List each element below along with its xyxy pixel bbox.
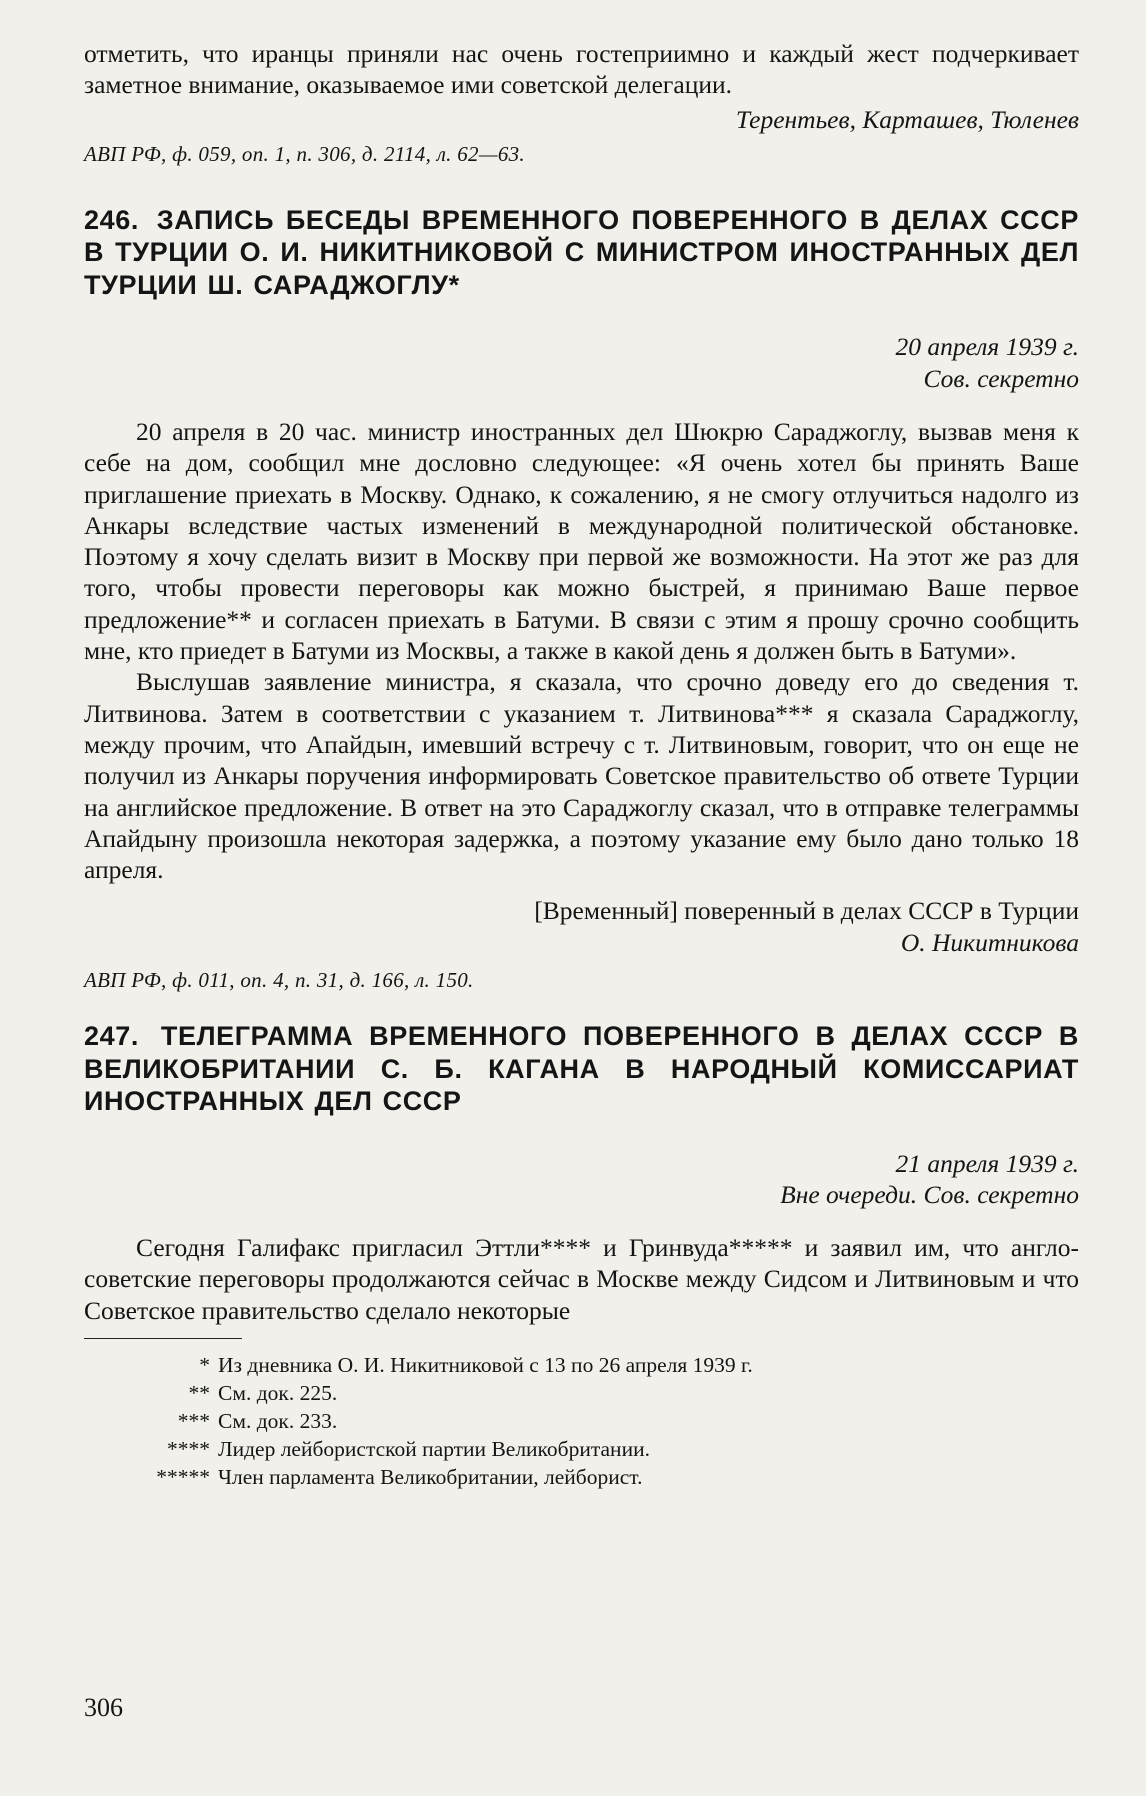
footnote [84, 1379, 1079, 1407]
footnote [84, 1463, 1079, 1491]
document-246-source: АВП РФ, ф. 011, оп. 4, п. 31, д. 166, л. 150. [84, 968, 474, 993]
document-246-title: ЗАПИСЬ БЕСЕДЫ ВРЕМЕННОГО ПОВЕРЕННОГО В ДЕЛАХ СССР В ТУРЦИИ О. И. НИКИТНИКОВОЙ С МИНИСТРОМ ИНОСТРАННЫХ ДЕЛ ТУРЦИИ Ш. САРАДЖОГЛУ* [84, 204, 1079, 300]
footnote-text: Из дневника О. И. Никитниковой с 13 по 26 апреля 1939 г. [218, 1353, 753, 1378]
footnote-text: См. док. 225. [218, 1381, 338, 1406]
document-246-date: 20 апреля 1939 г. [895, 332, 1079, 362]
footnote [84, 1351, 1079, 1379]
page-content [84, 38, 1079, 1491]
footnote-mark: ** [188, 1381, 210, 1406]
document-247-paragraph: Сегодня Галифакс пригласил Эттли**** и Гринвуда***** и заявил им, что англо-советские переговоры продолжаются сейчас в Москве между Сидсом и Литвиновым и что Советское правительство сделало некоторые [84, 1233, 1079, 1325]
document-246-number: 246. [84, 204, 139, 235]
document-246-classification: Сов. секретно [923, 363, 1079, 393]
previous-document-source: АВП РФ, ф. 059, оп. 1, п. 306, д. 2114, л. 62—63. [84, 141, 525, 166]
footnote-text: См. док. 233. [218, 1409, 338, 1434]
document-247-title: ТЕЛЕГРАММА ВРЕМЕННОГО ПОВЕРЕННОГО В ДЕЛАХ СССР В ВЕЛИКОБРИТАНИИ С. Б. КАГАНА В НАРОДНЫЙ КОМИССАРИАТ ИНОСТРАННЫХ ДЕЛ СССР [84, 1021, 1079, 1117]
footnote-mark: ***** [156, 1465, 210, 1490]
document-246-signer-name: О. Никитникова [900, 927, 1079, 957]
footnote [84, 1435, 1079, 1463]
footnote-mark: * [199, 1353, 210, 1378]
footnote-divider [84, 1338, 242, 1339]
document-247-heading [84, 1020, 1079, 1118]
page-number: 306 [84, 1693, 123, 1722]
footnote-mark: **** [167, 1437, 210, 1462]
footnote [84, 1407, 1079, 1435]
document-247-classification: Вне очереди. Сов. секретно [780, 1179, 1079, 1209]
previous-document-signature: Терентьев, Карташев, Тюленев [735, 104, 1079, 134]
footnotes [84, 1351, 1079, 1491]
footnote-text: Лидер лейбористской партии Великобритании. [218, 1437, 650, 1462]
document-246-signer-title: [Временный] поверенный в делах СССР в Турции [534, 896, 1079, 926]
previous-document-paragraph: отметить, что иранцы приняли нас очень гостеприимно и каждый жест подчеркивает заметное внимание, оказываемое ими советской делегации. [84, 39, 1079, 100]
document-247-date: 21 апреля 1939 г. [895, 1148, 1079, 1178]
document-246-paragraph-2: Выслушав заявление министра, я сказала, что срочно доведу его до сведения т. Литвинова. Затем в соответствии с указанием т. Литвинова*** я сказала Сараджоглу, между прочим, что Апайдын, имевший встречу с т. Литвиновым, говорит, что он еще не получил из Анкары поручения информировать Советское правительство об ответе Турции на английское предложение. В ответ на это Сараджоглу сказал, что в отправке телеграммы Апайдыну произошла некоторая задержка, а поэтому указание ему было дано только 18 апреля. [84, 667, 1079, 885]
footnote-text: Член парламента Великобритании, лейборист. [218, 1465, 643, 1490]
document-246-paragraph-1: 20 апреля в 20 час. министр иностранных дел Шюкрю Сараджоглу, вызвав меня к себе на дом, сообщил мне дословно следующее: «Я очень хотел бы принять Ваше приглашение приехать в Москву. Однако, к сожалению, я не смогу отлучиться надолго из Анкары вследствие частых изменений в международной политической обстановке. Поэтому я хочу сделать визит в Москву при первой же возможности. На этот же раз для того, чтобы провести переговоры как можно быстрей, я принимаю Ваше первое предложение** и согласен приехать в Батуми. В связи с этим я прошу срочно сообщить мне, кто приедет в Батуми из Москвы, а также в какой день я должен быть в Батуми». [84, 416, 1079, 666]
document-247-number: 247. [84, 1021, 139, 1052]
document-246-heading [84, 204, 1079, 302]
footnote-mark: *** [177, 1409, 210, 1434]
